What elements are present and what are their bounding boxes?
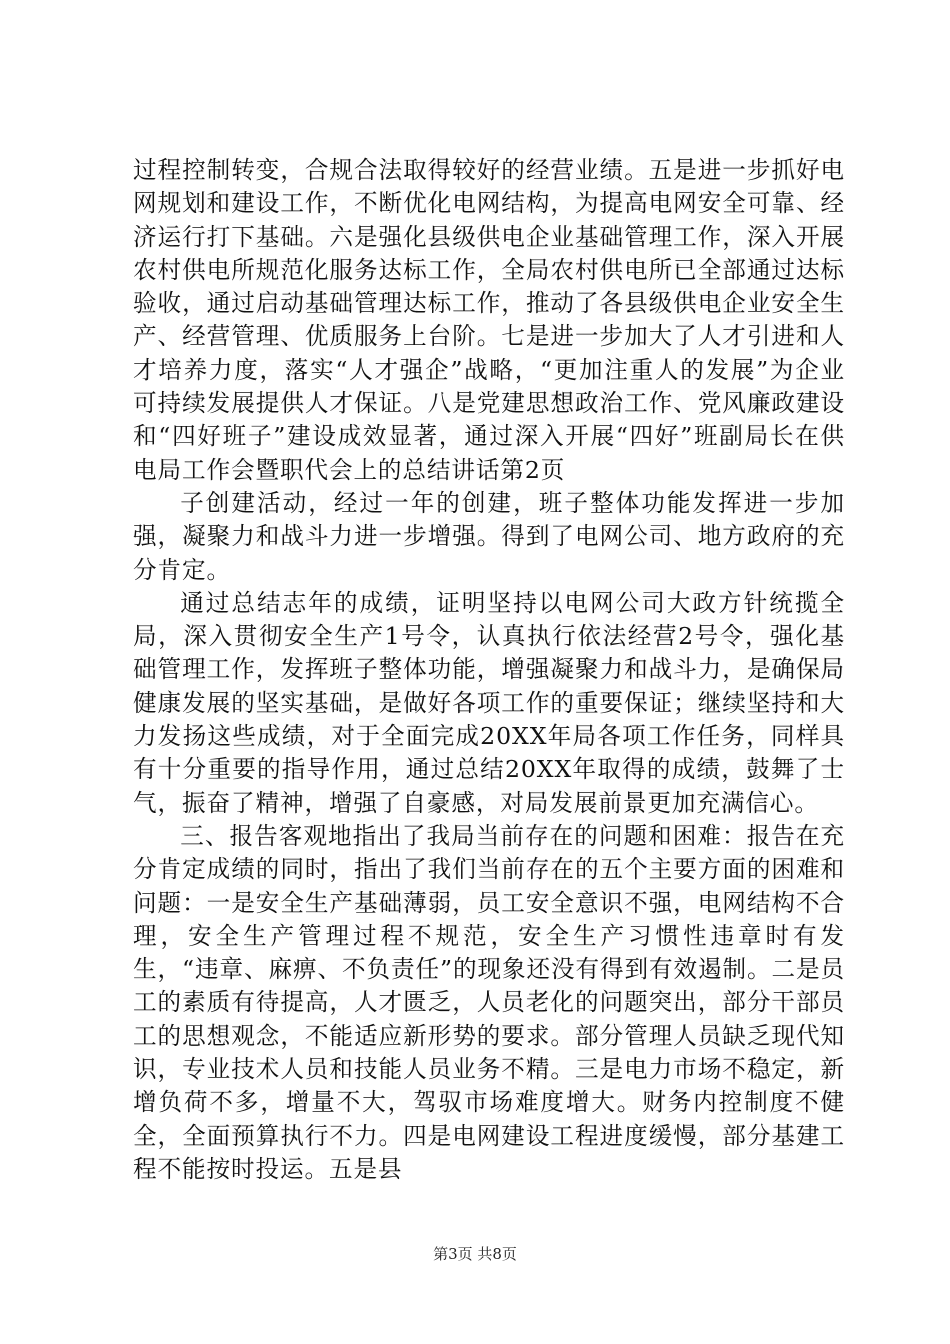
paragraph-3: 通过总结志年的成绩，证明坚持以电网公司大政方针统揽全局，深入贯彻安全生产1号令，认真执行依法经营2号令，强化基础管理工作，发挥班子整体功能，增强凝聚力和战斗力，是确保局健康发展的坚实基础，是做好各项工作的重要保证；继续坚持和大力发扬这些成绩，对于全面完成20XX年局各项工作任务，同样具有十分重要的指导作用，通过总结20XX年取得的成绩，鼓舞了士气，振奋了精神，增强了自豪感，对局发展前景更加充满信心。	[133, 588, 845, 817]
paragraph-4: 三、报告客观地指出了我局当前存在的问题和困难：报告在充分肯定成绩的同时，指出了我们当前存在的五个主要方面的困难和问题：一是安全生产基础薄弱，员工安全意识不强，电网结构不合理，安全生产管理过程不规范，安全生产习惯性违章时有发生，“违章、麻痹、不负责任”的现象还没有得到有效遏制。二是员工的素质有待提高，人才匮乏，人员老化的问题突出，部分干部员工的思想观念，不能适应新形势的要求。部分管理人员缺乏现代知识，专业技术人员和技能人员业务不精。三是电力市场不稳定，新增负荷不多，增量不大，驾驭市场难度增大。财务内控制度不健全，全面预算执行不力。四是电网建设工程进度缓慢，部分基建工程不能按时投运。五是县	[133, 821, 845, 1183]
document-body	[133, 154, 845, 1186]
paragraph-2: 子创建活动，经过一年的创建，班子整体功能发挥进一步加强，凝聚力和战斗力进一步增强。得到了电网公司、地方政府的充分肯定。	[133, 488, 845, 584]
paragraph-1: 过程控制转变，合规合法取得较好的经营业绩。五是进一步抓好电网规划和建设工作，不断优化电网结构，为提高电网安全可靠、经济运行打下基础。六是强化县级供电企业基础管理工作，深入开展农村供电所规范化服务达标工作，全局农村供电所已全部通过达标验收，通过启动基础管理达标工作，推动了各县级供电企业安全生产、经营管理、优质服务上台阶。七是进一步加大了人才引进和人才培养力度，落实“人才强企”战略，“更加注重人的发展”为企业可持续发展提供人才保证。八是党建思想政治工作、党风廉政建设和“四好班子”建设成效显著，通过深入开展“四好”班副局长在供电局工作会暨职代会上的总结讲话第2页	[133, 156, 845, 484]
page-number-footer: 第3页 共8页	[433, 1245, 517, 1263]
